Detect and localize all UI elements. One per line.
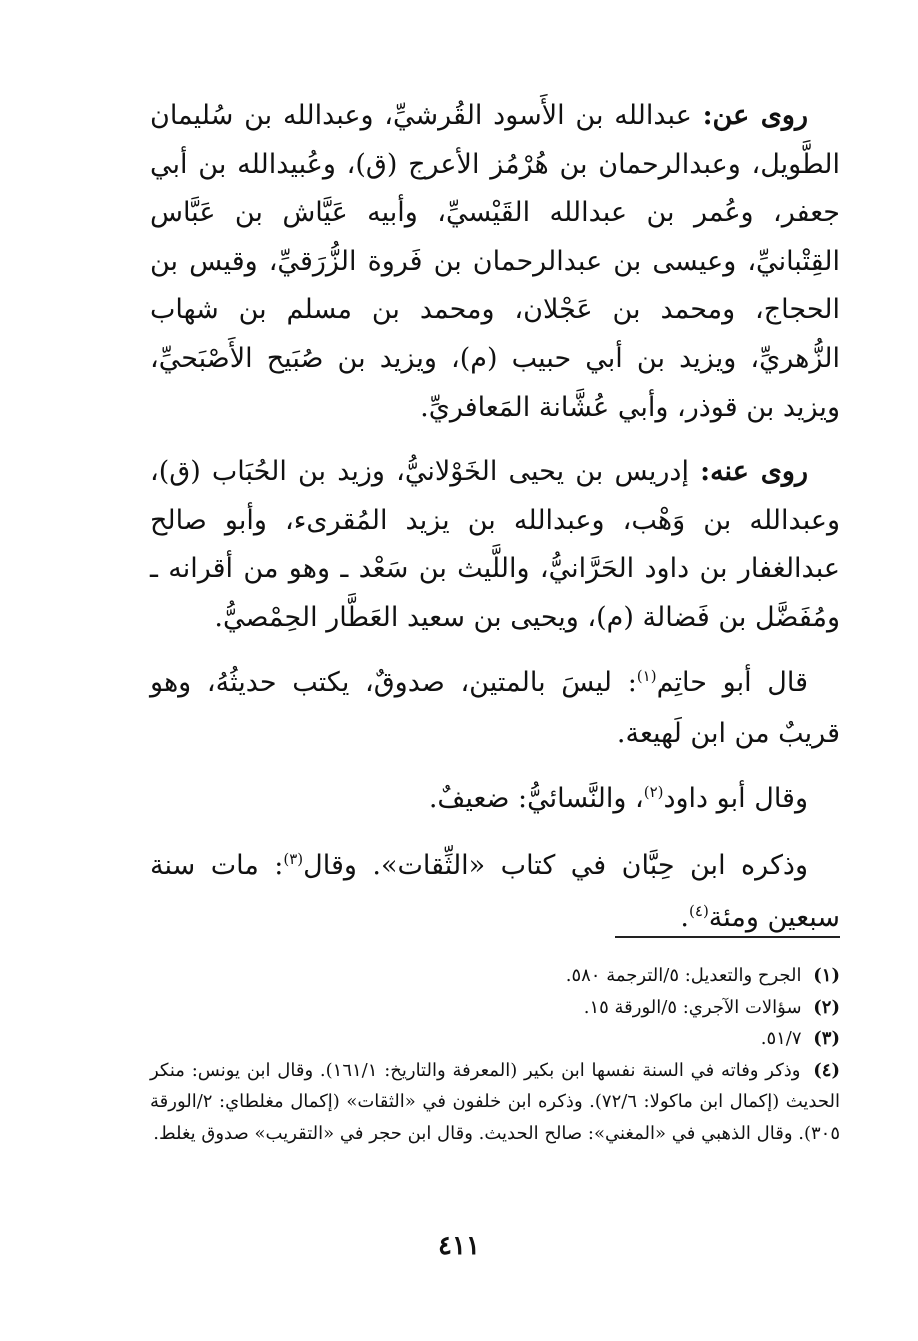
ibn-hibban-end: . (680, 901, 690, 933)
footnote-number: (٢) (813, 996, 840, 1018)
footnote-1 (150, 960, 840, 992)
ibn-hibban-paragraph (150, 842, 840, 945)
ibn-hibban-middle: : مات سنة سبعين ومئة (150, 850, 840, 933)
footnotes (150, 960, 840, 1149)
narrated-from-paragraph (150, 92, 840, 432)
narrated-by-label: روى عنه: (700, 456, 808, 488)
abu-hatim-before: قال أبو حاتِم (656, 666, 809, 698)
abu-hatim-paragraph (150, 659, 840, 759)
footnote-3 (150, 1023, 840, 1055)
footnote-text: وذكر وفاته في السنة نفسها ابن بكير (المعرفة والتاريخ: ١٦١/١). وقال ابن يونس: منكر الحديث (إكمال ابن ماكولا: ٧٢/٦). وذكره ابن خلفون في «الثقات» (إكمال مغلطاي: ٢/الورقة ٣٠٥). وقال الذهبي في «المغني»: صالح الحديث. وقال ابن حجر في «التقريب» صدوق يغلط. (150, 1059, 840, 1144)
footnote-ref-1: (١) (636, 666, 657, 685)
narrated-from-label: روى عن: (702, 100, 809, 131)
footnote-ref-2: (٢) (643, 782, 664, 801)
main-text (150, 92, 840, 962)
page-number: ٤١١ (438, 1231, 480, 1261)
ibn-hibban-before: وذكره ابن حِبَّان في كتاب «الثِّقات». وقال (303, 850, 808, 882)
footnote-text: ٥١/٧. (760, 1028, 802, 1049)
footnote-text: سؤالات الآجري: ٥/الورقة ١٥. (583, 996, 802, 1018)
footnote-ref-4: (٤) (689, 901, 709, 920)
footnote-divider (615, 936, 840, 938)
footnote-ref-3: (٣) (283, 850, 304, 869)
footnote-4 (150, 1055, 840, 1150)
footnote-number: (٣) (813, 1028, 840, 1049)
narrated-from-text: عبدالله بن الأَسود القُرشيِّ، وعبدالله بن سُليمان الطَّويل، وعبدالرحمان بن هُرْمُز الأعرج (ق)، وعُبيدالله بن أبي جعفر، وعُمر بن عبدالله القَيْسيِّ، وأبيه عَيَّاش بن عَبَّاس القِتْبانيِّ، وعيسى بن عبدالرحمان بن فَروة الزُّرَقيِّ، وقيس بن الحجاج، ومحمد بن عَجْلان، ومحمد بن مسلم بن شهاب الزُّهريِّ، ويزيد بن أبي حبيب (م)، ويزيد بن صُبَيح الأَصْبَحيِّ، ويزيد بن قوذر، وأبي عُشَّانة المَعافريِّ. (150, 100, 840, 423)
abu-dawud-before: وقال أبو داود (663, 782, 808, 814)
footnote-number: (١) (813, 965, 840, 986)
narrated-by-text: إدريس بن يحيى الخَوْلانيُّ، وزيد بن الحُبَاب (ق)، وعبدالله بن وَهْب، وعبدالله بن يزيد المُقرىء، وأبو صالح عبدالغفار بن داود الحَرَّانيُّ، واللَّيث بن سَعْد ـ وهو من أقرانه ـ ومُفَضَّل بن فَضالة (م)، ويحيى بن سعيد العَطَّار الحِمْصيُّ. (150, 456, 840, 633)
abu-hatim-after: : ليسَ بالمتين، صدوقٌ، يكتب حديثُهُ، وهو قريبٌ من ابن لَهيعة. (150, 666, 840, 750)
narrated-by-paragraph (150, 448, 840, 642)
abu-dawud-paragraph (150, 775, 840, 827)
footnote-number: (٤) (813, 1059, 840, 1081)
footnote-text: الجرح والتعديل: ٥/الترجمة ٥٨٠. (565, 965, 802, 986)
footnote-2 (150, 992, 840, 1024)
abu-dawud-after: ، والنَّسائيُّ: ضعيفٌ. (428, 782, 644, 814)
